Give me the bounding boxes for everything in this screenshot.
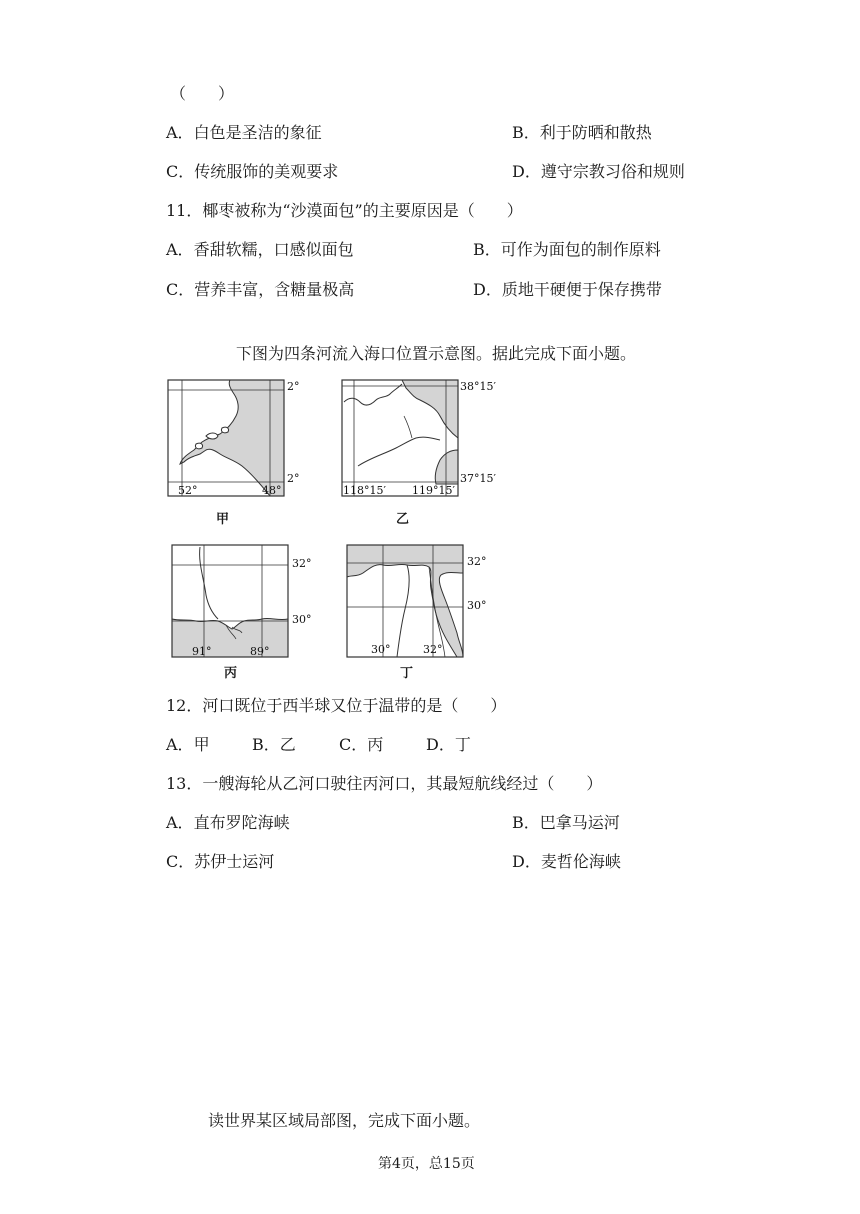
page-footer: 第4页，总15页	[378, 1156, 475, 1172]
map-yi-coast	[344, 384, 402, 405]
map-yi-river-branch	[404, 416, 412, 438]
map-bing-top-lat: 32°	[292, 557, 312, 570]
q13-option-a: A．直布罗陀海峡	[166, 813, 290, 832]
map-yi-sea-north	[402, 380, 458, 438]
map-ding	[345, 543, 505, 663]
map-yi	[340, 378, 500, 518]
map-jia-caption: 甲	[216, 512, 230, 527]
q10-option-d: D．遵守宗教习俗和规则	[512, 162, 685, 181]
map-ding-left-lon: 30°	[371, 643, 391, 656]
map-jia-right-lon: 48°	[262, 484, 282, 497]
q13-option-b: B．巴拿马运河	[512, 813, 620, 832]
map-yi-top-lat: 38°15′	[460, 380, 496, 393]
q13-stem: 13．一艘海轮从乙河口驶往丙河口，其最短航线经过（ ）	[166, 774, 603, 793]
q12-option-a: A．甲	[166, 735, 210, 754]
next-material-intro: 读世界某区域局部图，完成下面小题。	[208, 1111, 481, 1130]
material-intro: 下图为四条河流入海口位置示意图。据此完成下面小题。	[236, 344, 637, 363]
map-bing-left-lon: 91°	[192, 645, 212, 658]
q10-option-a: A．白色是圣洁的象征	[166, 123, 322, 142]
map-ding-sea	[347, 545, 463, 657]
map-ding-bottom-lat: 30°	[467, 599, 487, 612]
map-yi-left-lon: 118°15′	[343, 484, 386, 497]
q10-bracket: （ ）	[170, 84, 235, 103]
map-yi-caption: 乙	[396, 512, 410, 527]
map-bing-sea	[172, 618, 288, 657]
q11-stem: 11．椰枣被称为“沙漠面包”的主要原因是（ ）	[166, 201, 523, 220]
q13-option-c: C．苏伊士运河	[166, 852, 275, 871]
q11-option-b: B．可作为面包的制作原料	[473, 240, 661, 259]
q12-stem: 12．河口既位于西半球又位于温带的是（ ）	[166, 696, 507, 715]
q10-option-c: C．传统服饰的美观要求	[166, 162, 339, 181]
map-bing-bottom-lat: 30°	[292, 613, 312, 626]
map-yi-river	[358, 437, 440, 466]
map-jia-sea	[180, 380, 284, 496]
map-yi-sea-south	[435, 450, 458, 484]
map-jia-top-lat: 2°	[287, 380, 300, 393]
map-yi-right-lon: 119°15′	[412, 484, 455, 497]
map-jia	[166, 378, 306, 518]
map-bing-caption: 丙	[224, 666, 238, 681]
q12-option-d: D．丁	[426, 735, 471, 754]
q12-option-c: C．丙	[339, 735, 384, 754]
q11-option-d: D．质地干硬便于保存携带	[473, 280, 662, 299]
q11-option-c: C．营养丰富，含糖量极高	[166, 280, 355, 299]
map-ding-right-lon: 32°	[423, 643, 443, 656]
map-ding-caption: 丁	[400, 666, 414, 681]
map-bing-river	[200, 547, 218, 619]
q11-option-a: A．香甜软糯，口感似面包	[166, 240, 354, 259]
map-yi-bottom-lat: 37°15′	[460, 472, 496, 485]
map-jia-left-lon: 52°	[178, 484, 198, 497]
map-bing-right-lon: 89°	[250, 645, 270, 658]
map-ding-river	[397, 565, 409, 657]
q10-option-b: B．利于防晒和散热	[512, 123, 652, 142]
q12-option-b: B．乙	[252, 735, 296, 754]
map-ding-top-lat: 32°	[467, 555, 487, 568]
map-jia-bottom-lat: 2°	[287, 472, 300, 485]
q13-option-d: D．麦哲伦海峡	[512, 852, 621, 871]
map-bing	[170, 543, 320, 663]
